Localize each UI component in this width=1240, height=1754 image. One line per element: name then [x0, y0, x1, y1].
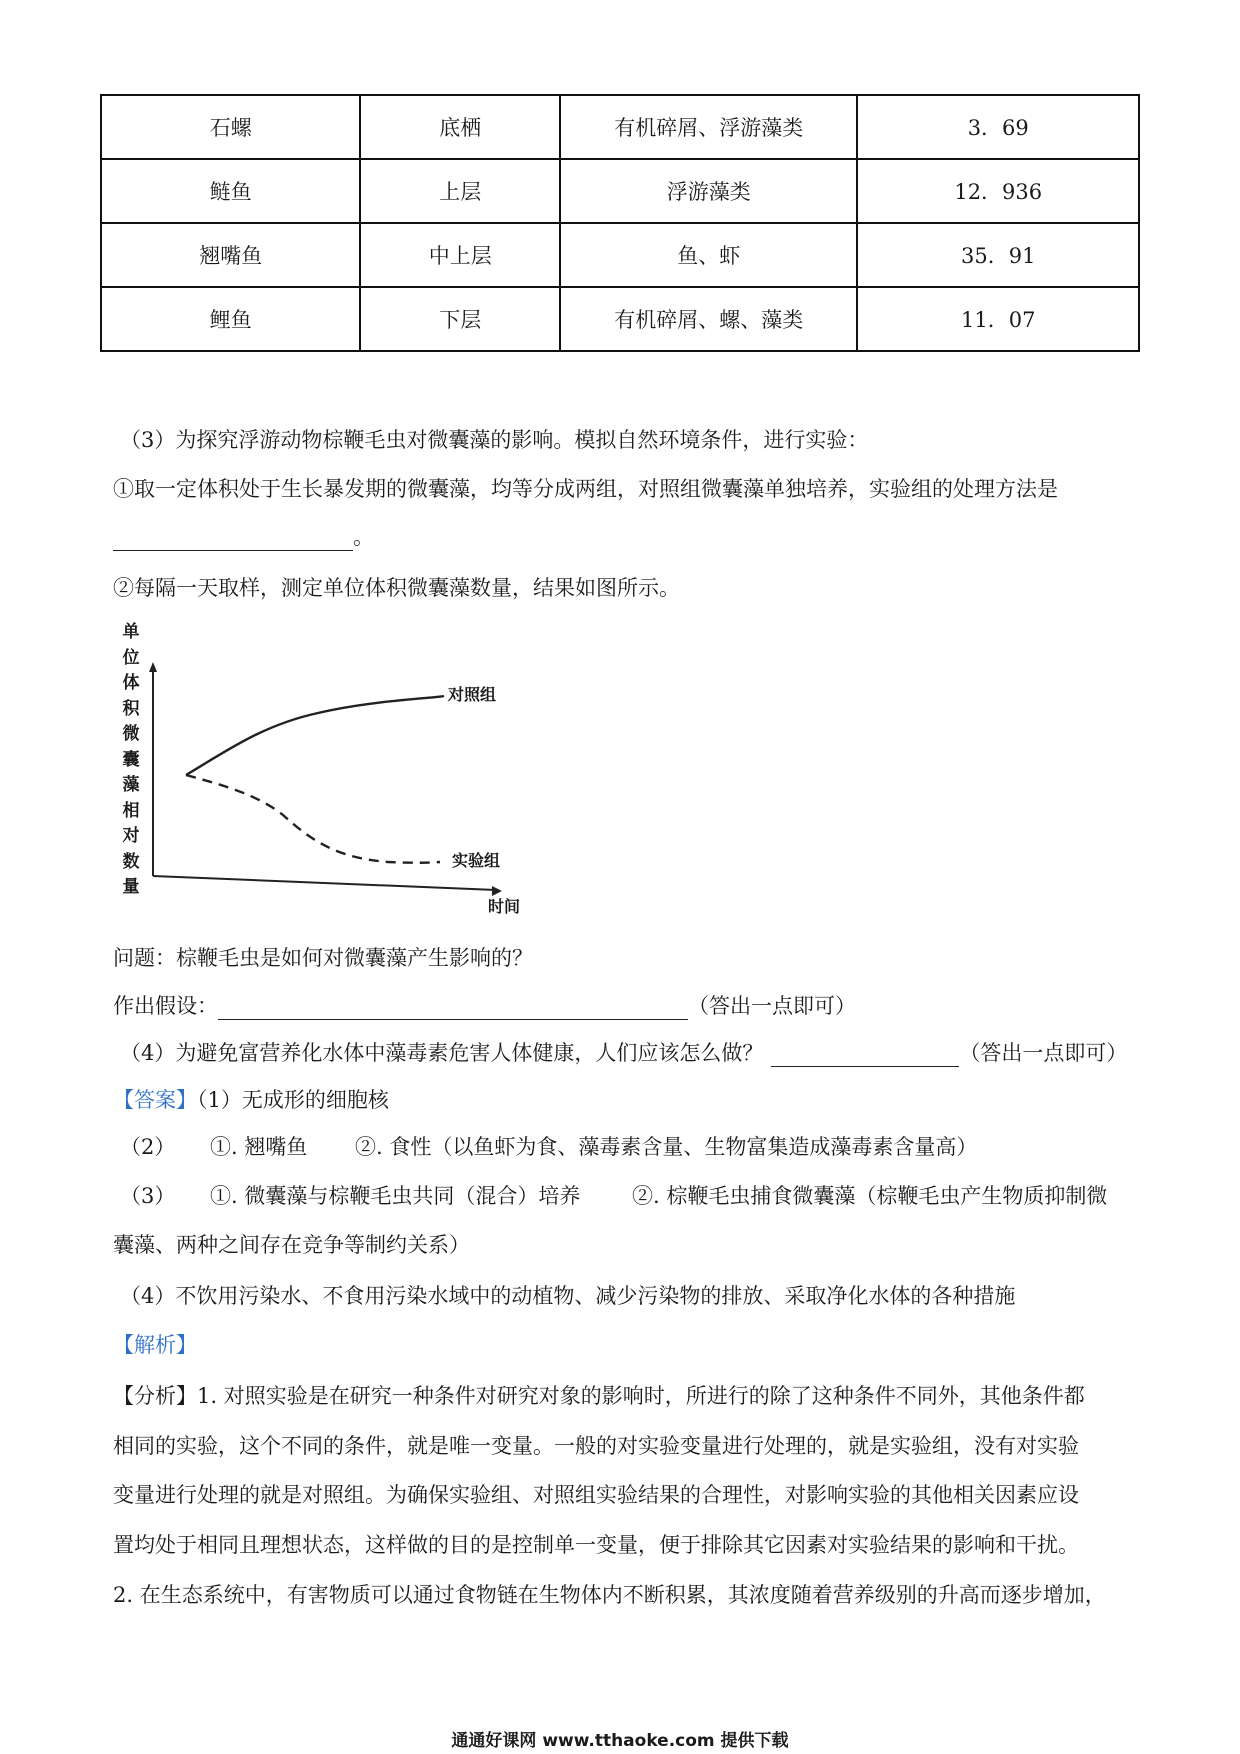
fish-data-table: [100, 94, 1140, 352]
footer-text: 通通好课网 www.tthaoke.com 提供下载: [451, 1731, 789, 1751]
x-axis: [153, 876, 496, 890]
answer-2-part2: ②. 食性（以鱼虾为食、藻毒素含量、生物富集造成藻毒素含量高）: [355, 1135, 978, 1159]
q4-note: （答出一点即可）: [959, 1041, 1128, 1065]
answer-blank[interactable]: [113, 528, 353, 551]
table-row: [101, 223, 1139, 287]
y-axis-label-char: 囊: [122, 749, 140, 770]
y-axis-label-char: 对: [122, 826, 140, 846]
y-axis-arrow: [149, 662, 157, 672]
line-chart: [108, 620, 548, 920]
chart-svg: [108, 620, 548, 920]
answer-3-part2: ②. 棕鞭毛虫捕食微囊藻（棕鞭毛虫产生物质抑制微: [632, 1184, 1108, 1208]
series-experiment-line: [186, 775, 440, 863]
table-cell: 3．69: [857, 95, 1139, 159]
analysis-line-3: 变量进行处理的就是对照组。为确保实验组、对照组实验结果的合理性，对影响实验的其他相关因素应设: [113, 1483, 1079, 1507]
period: 。: [353, 525, 374, 549]
y-axis-label-char: 体: [122, 673, 140, 693]
hypothesis-label: 作出假设：: [113, 994, 218, 1018]
table-row: [101, 287, 1139, 351]
y-axis-label-char: 单: [122, 622, 140, 642]
table-cell: 下层: [360, 287, 560, 351]
legend-experiment: 实验组: [452, 851, 501, 870]
question-text: 问题：棕鞭毛虫是如何对微囊藻产生影响的？: [113, 946, 533, 970]
analysis-line-1: 【分析】1. 对照实验是在研究一种条件对研究对象的影响时，所进行的除了这种条件不同外，其他条件都: [113, 1384, 1085, 1408]
analysis-line-2: 相同的实验，这个不同的条件，就是唯一变量。一般的对实验变量进行处理的，就是实验组，没有对实验: [113, 1434, 1079, 1458]
answer-3-part1: ①. 微囊藻与棕鞭毛虫共同（混合）培养: [210, 1184, 581, 1208]
answer-1: （1）无成形的细胞核: [197, 1088, 389, 1112]
table-row: [101, 159, 1139, 223]
y-axis-label-char: 藻: [122, 775, 140, 795]
table-cell: 鱼、虾: [560, 223, 857, 287]
table-cell: 底栖: [360, 95, 560, 159]
series-control-line: [186, 696, 444, 775]
q3-step1-blank-line: [113, 521, 374, 551]
table-cell: 35．91: [857, 223, 1139, 287]
q4-text: （4）为避免富营养化水体中藻毒素危害人体健康，人们应该怎么做？: [120, 1041, 764, 1065]
table-cell: 浮游藻类: [560, 159, 857, 223]
table-cell: 12．936: [857, 159, 1139, 223]
q4-line: [120, 1037, 1127, 1067]
y-axis-label-char: 数: [122, 851, 140, 872]
hypothesis-note: （答出一点即可）: [688, 994, 856, 1018]
answer-tag: 【答案】: [113, 1088, 197, 1112]
table-cell: 有机碎屑、螺、藻类: [560, 287, 857, 351]
table-cell: 鲤鱼: [101, 287, 360, 351]
table-row: [101, 95, 1139, 159]
analysis-tag: 【解析】: [113, 1333, 197, 1357]
answer-2-part1: ①. 翘嘴鱼: [210, 1135, 308, 1159]
table-cell: 有机碎屑、浮游藻类: [560, 95, 857, 159]
y-axis-label-char: 微: [122, 724, 140, 744]
y-axis-label-char: 位: [122, 647, 140, 668]
legend-control: 对照组: [448, 685, 497, 704]
answer-4: （4）不饮用污染水、不食用污染水域中的动植物、减少污染物的排放、采取净化水体的各种措施: [120, 1284, 1016, 1308]
table-cell: 鲢鱼: [101, 159, 360, 223]
answer-3-continued: 囊藻、两种之间存在竞争等制约关系）: [113, 1233, 470, 1257]
analysis-line-5: 2. 在生态系统中，有害物质可以通过食物链在生物体内不断积累，其浓度随着营养级别的升高而逐步增加，: [113, 1583, 1106, 1607]
q3-step1: ①取一定体积处于生长暴发期的微囊藻，均等分成两组，对照组微囊藻单独培养，实验组的处理方法是: [113, 477, 1058, 501]
table-cell: 翘嘴鱼: [101, 223, 360, 287]
hypothesis-blank[interactable]: [218, 997, 688, 1020]
x-axis-label: 时间: [488, 897, 521, 916]
table-cell: 上层: [360, 159, 560, 223]
table-cell: 石螺: [101, 95, 360, 159]
hypothesis-line: [113, 990, 856, 1020]
table-cell: 11．07: [857, 287, 1139, 351]
analysis-line-4: 置均处于相同且理想状态，这样做的目的是控制单一变量，便于排除其它因素对实验结果的影响和干扰。: [113, 1533, 1079, 1557]
q3-step2: ②每隔一天取样，测定单位体积微囊藻数量，结果如图所示。: [113, 576, 680, 600]
q4-blank[interactable]: [771, 1044, 959, 1067]
y-axis-label-char: 相: [122, 800, 140, 821]
q3-intro: （3）为探究浮游动物棕鞭毛虫对微囊藻的影响。模拟自然环境条件，进行实验：: [120, 428, 869, 452]
answer-2-num: （2）: [120, 1135, 176, 1159]
answer-3-num: （3）: [120, 1184, 176, 1208]
y-axis-label-char: 积: [122, 698, 140, 719]
answer-line-1: [113, 1084, 389, 1114]
table-cell: 中上层: [360, 223, 560, 287]
y-axis-label-char: 量: [122, 877, 140, 897]
